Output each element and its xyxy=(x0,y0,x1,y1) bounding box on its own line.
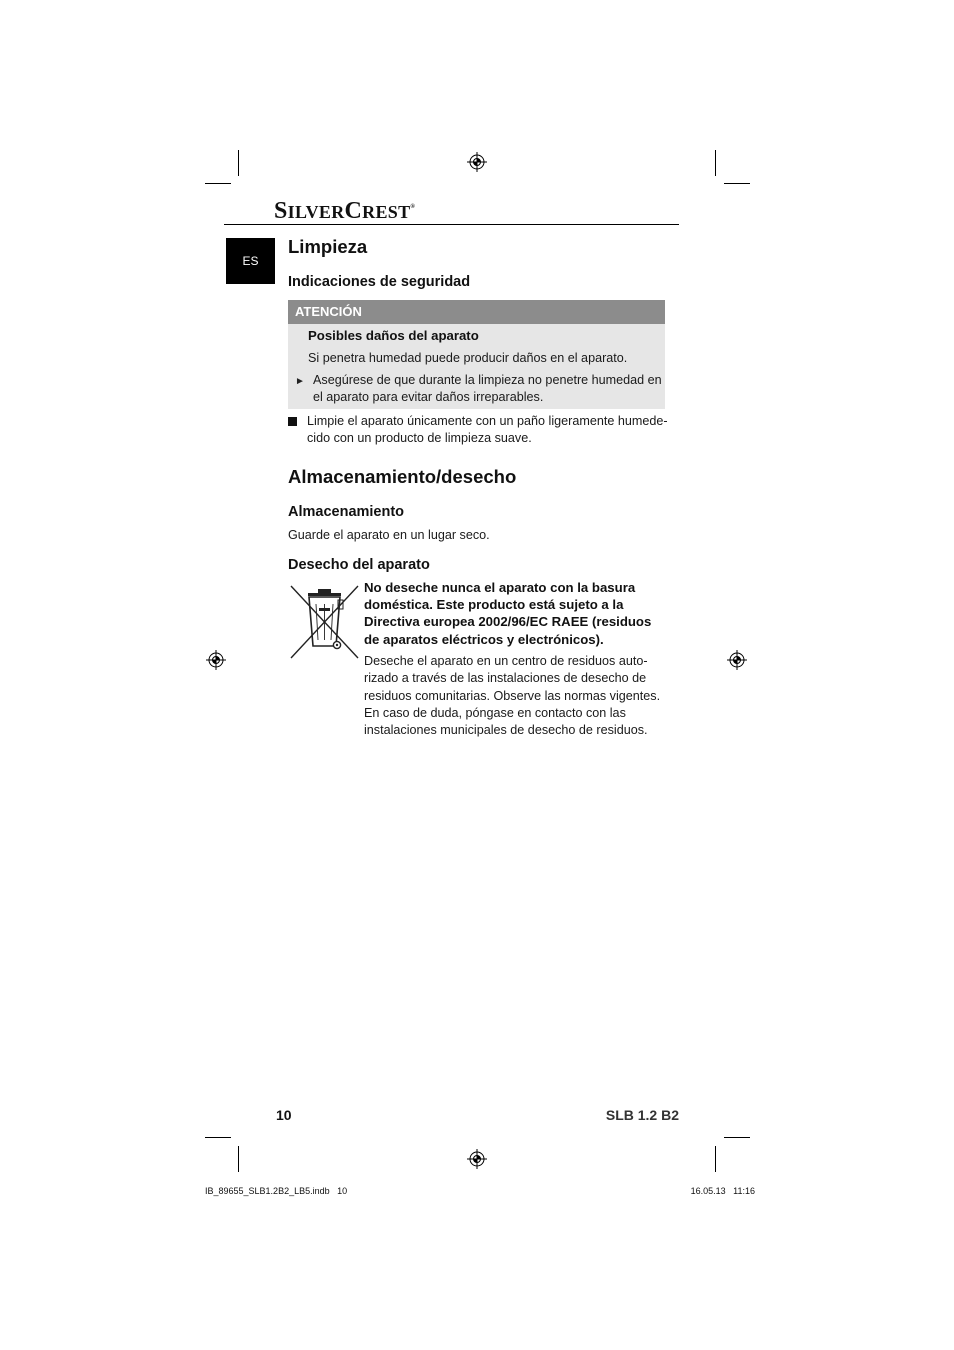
registration-mark-icon xyxy=(467,152,487,172)
crop-mark xyxy=(205,1137,231,1138)
page-number: 10 xyxy=(276,1107,292,1123)
crop-mark xyxy=(724,1137,750,1138)
bullet-text-line: Limpie el aparato únicamente con un paño ligeramente humede- xyxy=(307,414,668,428)
disposal-bold-line: doméstica. Este producto está sujeto a la xyxy=(364,597,624,612)
bullet-text-line: cido con un producto de limpieza suave. xyxy=(307,431,532,445)
disposal-text-line: residuos comunitarias. Observe las normas vigentes. xyxy=(364,689,661,703)
file-name: IB_89655_SLB1.2B2_LB5.indb 10 xyxy=(205,1186,348,1196)
disposal-text-line: Deseche el aparato en un centro de residuos auto- xyxy=(364,654,648,668)
warning-title: Posibles daños del aparato xyxy=(308,328,479,343)
crop-mark xyxy=(724,183,750,184)
section-title-almacenamiento-desecho: Almacenamiento/desecho xyxy=(288,466,517,487)
header-rule xyxy=(224,224,679,225)
language-tab: ES xyxy=(226,238,275,284)
disposal-text-line: instalaciones municipales de desecho de residuos. xyxy=(364,723,648,737)
subsection-title-seguridad: Indicaciones de seguridad xyxy=(288,274,471,290)
registration-mark-icon xyxy=(206,650,226,670)
crossed-out-wheelie-bin-icon xyxy=(288,584,360,660)
registration-mark-icon xyxy=(727,650,747,670)
section-title-limpieza: Limpieza xyxy=(288,236,368,257)
crop-mark xyxy=(715,150,716,176)
warning-text: Si penetra humedad puede producir daños en el aparato. xyxy=(308,351,628,365)
disposal-text-line: rizado a través de las instalaciones de desecho de xyxy=(364,671,647,685)
bullet-square-icon xyxy=(288,417,297,426)
print-date-time: 16.05.13 11:16 xyxy=(690,1186,755,1196)
registration-mark-icon xyxy=(467,1149,487,1169)
arrow-right-icon: ► xyxy=(295,376,305,387)
warning-step-line: el aparato para evitar daños irreparables. xyxy=(313,390,544,404)
subsection-title-almacenamiento: Almacenamiento xyxy=(288,504,405,520)
subsection-title-desecho: Desecho del aparato xyxy=(288,557,430,573)
disposal-bold-line: No deseche nunca el aparato con la basura xyxy=(364,580,636,595)
crop-mark xyxy=(238,1146,239,1172)
storage-text: Guarde el aparato en un lugar seco. xyxy=(288,528,490,542)
disposal-text-line: En caso de duda, póngase en contacto con las xyxy=(364,706,626,720)
crop-mark xyxy=(715,1146,716,1172)
model-number: SLB 1.2 B2 xyxy=(605,1107,679,1123)
warning-step-line: Asegúrese de que durante la limpieza no penetre humedad en xyxy=(313,373,662,387)
crop-mark xyxy=(205,183,231,184)
disposal-bold-line: de aparatos eléctricos y electrónicos). xyxy=(364,632,604,647)
crop-mark xyxy=(238,150,239,176)
brand-logo: SILVERCREST® xyxy=(274,198,416,224)
warning-header: ATENCIÓN xyxy=(288,300,665,324)
disposal-bold-line: Directiva europea 2002/96/EC RAEE (residuos xyxy=(364,614,652,629)
